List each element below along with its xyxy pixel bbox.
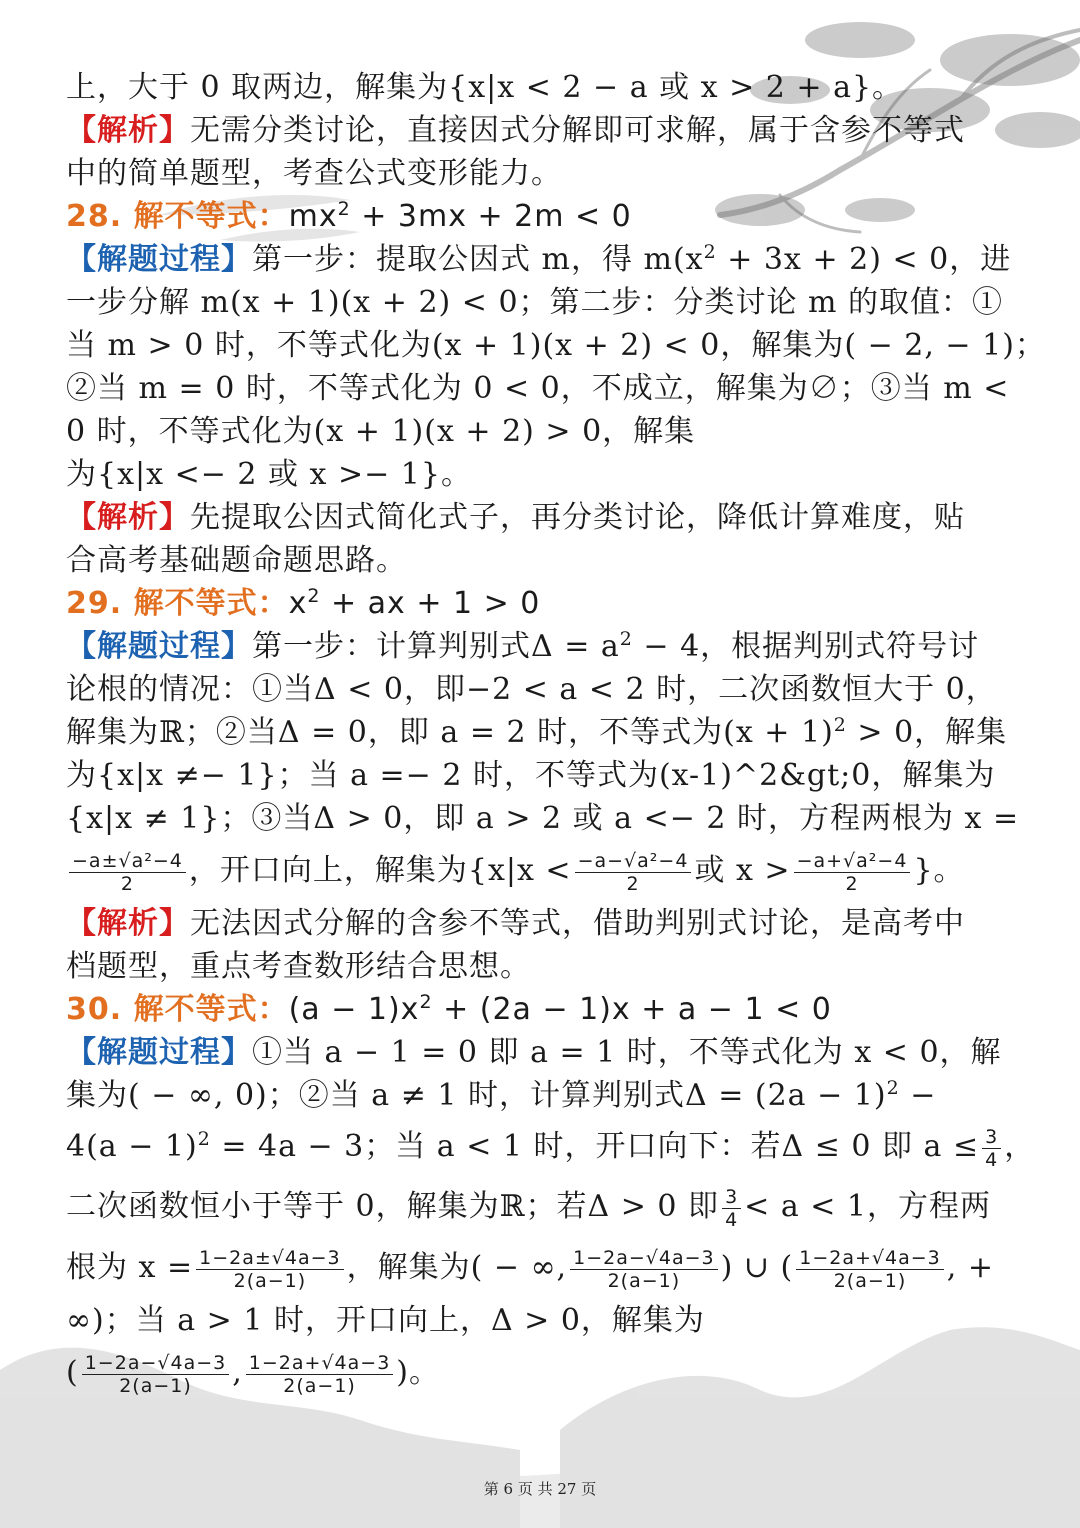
line-text: 一步分解 m(x + 1)(x + 2) < 0；第二步：分类讨论 m 的取值：① (66, 285, 1004, 320)
line-text: 论根的情况：①当Δ < 0，即−2 < a < 2 时，二次函数恒大于 0， (66, 672, 997, 707)
fraction (82, 1352, 230, 1397)
text-line-28 (66, 1299, 1016, 1342)
line-text: 上，大于 0 取两边，解集为{x|x < 2 − a 或 x > 2 + a}。 (66, 70, 904, 105)
line-text: 0 时，不等式化为(x + 1)(x + 2) > 0，解集 (66, 414, 696, 449)
process-tag: 【解题过程】 (66, 1035, 252, 1070)
text-line-27 (66, 1237, 1016, 1299)
analysis-tag: 【解析】 (66, 906, 190, 941)
line-text: , (232, 1355, 243, 1390)
line-text: , + (946, 1250, 994, 1285)
line-text: )。 (396, 1355, 441, 1390)
text-line-10 (66, 453, 1016, 496)
denominator: 2(a−1) (233, 1269, 307, 1292)
text-line-1 (66, 66, 1016, 109)
text-line-24 (66, 1074, 1016, 1117)
text-line-17 (66, 754, 1016, 797)
fraction (796, 1247, 944, 1292)
numerator: −a+√a²−4 (794, 850, 911, 873)
text-line-29 (66, 1342, 1016, 1404)
analysis-tag: 【解析】 (66, 500, 190, 535)
numerator: 3 (982, 1126, 1001, 1149)
question-30-expr (289, 992, 832, 1027)
denominator: 2 (120, 872, 134, 895)
line-text: {x|x ≠ 1}；③当Δ > 0，即 a > 2 或 a <− 2 时，方程两根为 x = (66, 801, 1020, 836)
denominator: 2(a−1) (283, 1374, 356, 1397)
expr-part: (a − 1)x (288, 992, 420, 1027)
text-line-9 (66, 410, 1016, 453)
line-text: 或 x > (694, 853, 791, 888)
line-text: + 3x + 2) < 0，进 (716, 242, 1012, 277)
expr-part: + (2a − 1)x + a − 1 < 0 (432, 992, 832, 1027)
text-line-19 (66, 840, 1016, 902)
superscript: 2 (833, 714, 847, 736)
text-line-12 (66, 539, 1016, 582)
fraction (570, 1247, 718, 1292)
superscript: 2 (197, 1128, 211, 1150)
process-28 (66, 238, 1016, 281)
fraction (982, 1126, 1001, 1171)
line-text: }。 (913, 853, 965, 888)
line-text: < a < 1，方程两 (744, 1189, 992, 1224)
question-30-label: 30. 解不等式： (66, 992, 289, 1027)
line-text: ②当 m = 0 时，不等式化为 0 < 0，不成立，解集为∅；③当 m < (66, 371, 1010, 406)
process-tag: 【解题过程】 (66, 242, 252, 277)
expr-part: + 3mx + 2m < 0 (350, 199, 632, 234)
text-line-7 (66, 324, 1046, 367)
superscript: 2 (419, 991, 433, 1013)
analysis-text: 先提取公因式简化式子，再分类讨论，降低计算难度，贴 (190, 500, 965, 535)
line-text: ①当 a − 1 = 0 即 a = 1 时，不等式化为 x < 0，解 (252, 1035, 1002, 1070)
fraction (196, 1247, 344, 1292)
expr-part: x (288, 586, 308, 621)
denominator: 4 (985, 1148, 999, 1171)
text-line-15 (66, 668, 1016, 711)
line-text: 解集为ℝ；②当Δ = 0，即 a = 2 时，不等式为(x + 1) (66, 715, 834, 750)
text-line-8 (66, 367, 1016, 410)
numerator: 3 (722, 1186, 741, 1209)
line-text: 4(a − 1) (66, 1129, 198, 1164)
question-28-expr (289, 199, 632, 234)
text-line-21 (66, 945, 1016, 988)
line-text: 当 m > 0 时，不等式化为(x + 1)(x + 2) < 0，解集为( − 2, − 1)； (66, 328, 1046, 363)
text-line-16 (66, 711, 1016, 754)
question-29 (66, 582, 1016, 625)
line-text: 二次函数恒小于等于 0，解集为ℝ；若Δ > 0 即 (66, 1189, 720, 1224)
numerator: 1−2a−√4a−3 (570, 1247, 718, 1270)
fraction (794, 850, 911, 895)
superscript: 2 (886, 1077, 900, 1099)
text-line-6 (66, 281, 1016, 324)
numerator: 1−2a±√4a−3 (196, 1247, 344, 1270)
line-text: 第一步：计算判别式Δ = a (252, 629, 620, 664)
line-text: ， (1004, 1129, 1036, 1164)
analysis-28 (66, 496, 1016, 539)
analysis-text: 无需分类讨论，直接因式分解即可求解，属于含参不等式 (190, 113, 965, 148)
line-text: 合高考基础题命题思路。 (66, 543, 407, 578)
line-text: ( (66, 1355, 79, 1390)
text-line-26 (66, 1177, 1016, 1237)
line-text: 集为( − ∞, 0)；②当 a ≠ 1 时，计算判别式Δ = (2a − 1) (66, 1078, 887, 1113)
question-29-expr (289, 586, 541, 621)
numerator: 1−2a−√4a−3 (82, 1352, 230, 1375)
text-line-18 (66, 797, 1020, 840)
line-text: ，解集为( − ∞, (346, 1250, 568, 1285)
numerator: −a±√a²−4 (69, 850, 186, 873)
question-30 (66, 988, 1016, 1031)
denominator: 2(a−1) (119, 1374, 192, 1397)
line-text: ，开口向上，解集为{x|x < (188, 853, 572, 888)
line-text: 为{x|x <− 2 或 x >− 1}。 (66, 457, 472, 492)
line-text: > 0，解集 (846, 715, 1008, 750)
superscript: 2 (703, 241, 717, 263)
denominator: 4 (725, 1208, 739, 1231)
line-text: − 4，根据判别式符号讨 (632, 629, 980, 664)
numerator: 1−2a+√4a−3 (246, 1352, 394, 1375)
process-29 (66, 625, 1016, 668)
line-text: 中的简单题型，考查公式变形能力。 (66, 156, 562, 191)
line-text: 档题型，重点考查数形结合思想。 (66, 949, 531, 984)
question-29-label: 29. 解不等式： (66, 586, 289, 621)
line-text: = 4a − 3；当 a < 1 时，开口向下：若Δ ≤ 0 即 a ≤ (210, 1129, 980, 1164)
denominator: 2 (845, 872, 859, 895)
superscript: 2 (619, 628, 633, 650)
fraction (575, 850, 692, 895)
line-text: − (899, 1078, 937, 1113)
analysis-29 (66, 902, 1016, 945)
expr-part: mx (288, 199, 338, 234)
text-line-3 (66, 152, 1016, 195)
line-text: ) ∪ ( (720, 1250, 794, 1285)
superscript: 2 (337, 198, 351, 220)
numerator: 1−2a+√4a−3 (796, 1247, 944, 1270)
denominator: 2 (626, 872, 640, 895)
question-28 (66, 195, 1016, 238)
line-text: ∞)；当 a > 1 时，开口向上，Δ > 0，解集为 (66, 1303, 705, 1338)
text-line-25 (66, 1117, 1036, 1177)
fraction (246, 1352, 394, 1397)
question-28-label: 28. 解不等式： (66, 199, 289, 234)
page-footer: 第 6 页 共 27 页 (483, 1480, 597, 1498)
expr-part: + ax + 1 > 0 (320, 586, 541, 621)
superscript: 2 (307, 585, 321, 607)
process-tag: 【解题过程】 (66, 629, 252, 664)
analysis-27 (66, 109, 1016, 152)
fraction (69, 850, 186, 895)
process-30 (66, 1031, 1016, 1074)
line-text: 第一步：提取公因式 m，得 m(x (252, 242, 704, 277)
denominator: 2(a−1) (833, 1269, 907, 1292)
analysis-tag: 【解析】 (66, 113, 190, 148)
numerator: −a−√a²−4 (575, 850, 692, 873)
fraction (722, 1186, 741, 1231)
denominator: 2(a−1) (607, 1269, 681, 1292)
line-text: 根为 x = (66, 1250, 194, 1285)
document-page (66, 66, 1046, 1404)
analysis-text: 无法因式分解的含参不等式，借助判别式讨论，是高考中 (190, 906, 965, 941)
line-text: 为{x|x ≠− 1}；当 a =− 2 时，不等式为(x-1)^2&gt;0，解集为 (66, 758, 996, 793)
